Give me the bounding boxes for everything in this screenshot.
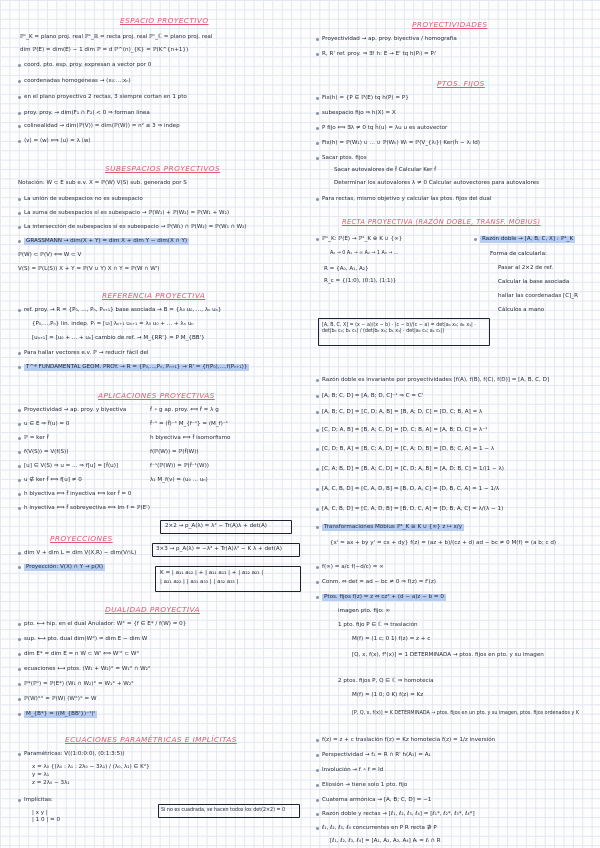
- note-line: f⁻¹(ℙ(W)) = ℙ(f̂⁻¹(W)): [150, 463, 209, 469]
- note-line: ℓ₁, ℓ₂, ℓ₃, ℓ₄ concurrentes en P R recta ∌ P: [322, 825, 437, 831]
- note-line: colinealidad → dim(ℙ(V)) = dim(ℙ(W)) = n² ≤ 3 ⇒ indep: [24, 123, 180, 129]
- note-line: f(V(S)) = V(f(S)): [24, 449, 69, 455]
- note-line: ℙ(W) ⊂ ℙ(V) ⟺ W ⊂ V: [18, 252, 82, 258]
- note-line: coord. pto. esp. proy. expresan a vector por 0: [24, 62, 152, 68]
- left-column: [10, 0, 300, 848]
- note-line: f(ℙ(W)) = ℙ(f̂(W)): [150, 449, 199, 455]
- note-line: imagen pto. fijo: ∞: [338, 608, 391, 614]
- note-line: Perspectividad → f₁ = R ∩ R' h(A₁) = A₁: [322, 752, 431, 758]
- note-line: u ∉ ker f̂ ⟺ f[u] ≠ 0: [24, 477, 82, 483]
- note-line: [A, B; C, D] = [A, B; D, C]⁻¹ ⇒ C = C': [322, 393, 424, 399]
- note-line: Para rectas, mismo objetivo y calcular las ptos. fijos del dual: [322, 196, 492, 202]
- note-line: Paramétricas: V((1:0:0:0), (0:1:3:5)): [24, 751, 125, 757]
- note-line: M(f) = (1 c; 0 1) f(z) = z + c: [352, 636, 431, 642]
- note-line: Notación: W ⊂ E sub e.v. X = ℙ(W) V(S) sub. generado por S: [18, 180, 187, 186]
- note-line: M(f) = (1 0; 0 K) f(z) = Kz: [352, 692, 424, 698]
- char-poly-2x2: 2×2 → p_A(λ) = λ² − Tr(A)λ + det(A): [165, 523, 267, 529]
- note-line: La unión de subespacios no es subespacio: [24, 196, 143, 202]
- note-line: [ℓ₁, ℓ₂, ℓ₃, ℓ₄] = [A₁, A₂, A₃, A₄] Aᵢ = ℓᵢ ∩ R: [330, 838, 441, 844]
- note-line: Calcular la base asociada: [498, 279, 570, 285]
- note-line: R = {A₀, A₁, A₂}: [324, 266, 369, 272]
- right-column: [312, 0, 600, 848]
- note-line: | x y | | 1 0 | = 0: [32, 810, 61, 823]
- note-line: ⟨v⟩ = ⟨w⟩ ⟺ ⟨u⟩ = λ ⟨w⟩: [24, 138, 91, 144]
- k-formula-row1: K = | a₁₁ a₁₂ | + | a₁₁ a₁₃ | + | a₂₂ a₂₃ |: [160, 570, 264, 576]
- note-line: en el plano proyectivo 2 rectas, 3 siempre cortan en 1 pto: [24, 94, 187, 100]
- note-line: subespacio fijo ⇒ h(X) = X: [322, 110, 396, 116]
- char-poly-3x3: 3×3 → p_A(λ) = −λ³ + Tr(A)λ² − K λ + det(A): [156, 546, 282, 552]
- note-line: pto. ⟷ hip. en el dual Anulador: W° = {f ∈ E* / f(W) = 0}: [24, 621, 187, 627]
- note-line: [A, C, B, D] = [C, A, D, B] = [B, D, A, C] = [D, B, C, A] = 1 − 1/λ: [322, 486, 500, 492]
- note-line: Proyectividad → ap. proy. biyectiva / homografía: [322, 36, 457, 42]
- note-line: z = 2λ₀ − 3λ₁: [32, 780, 70, 786]
- note-line: ℙ¹_K: ℙ(E) → ℙ¹_K ⊕ K ∪ {∞}: [322, 236, 403, 242]
- heading-dualidad: DUALIDAD PROYECTIVA: [105, 605, 200, 614]
- heading-referencia-proyectiva: REFERENCIA PROYECTIVA: [102, 291, 206, 300]
- note-line: f̂⁻¹ = (f̂)⁻¹ M_{f⁻¹} = (M_f)⁻¹: [150, 421, 229, 427]
- note-line: Determinar los autovalores λ ≠ 0 Calcular autovectores para autovalores: [334, 180, 540, 186]
- grassmann-formula: GRASSMANN → dim(X + Y) = dim X + dim Y − dim(X ∩ Y): [26, 238, 188, 244]
- note-line: Forma de calcularla:: [490, 251, 547, 257]
- note-line: Implícitas:: [24, 797, 53, 803]
- note-line: f̂ ∘ g ap. proy. ⟺ f̂ = λ g: [150, 407, 219, 413]
- note-line: La suma de subespacios sí es subespacio → ℙ(W₁) + ℙ(W₂) = ℙ(W₁ + W₂): [24, 210, 229, 216]
- note-line: dim E* = dim E = n W ⊂ W' ⟺ W'° ⊂ W°: [24, 651, 140, 657]
- note-line: [Q, x, f(x), f²(x)] = 1 DETERMINADA → ptos. fijos en pto. y su imagen: [352, 652, 544, 658]
- note-line: dim V + dim L = dim V(X,R) − dim(V∩L): [24, 550, 137, 556]
- note-line: [u] ∈ V(S) ⇒ u = ... ⇒ f[u] = [f̂(u)]: [24, 463, 119, 469]
- note-line: ℙ(W)°° = ℙ(W) (W°)° = W: [24, 696, 97, 702]
- note-line: f(z) = z + c traslación f(z) = Kz homotecia f(z) = 1/z inversión: [322, 737, 496, 743]
- note-line: Razón doble es invariante por proyectividades [f(A), f(B), f(C), f(D)] = [A, B, C, D]: [322, 377, 550, 383]
- heading-espacio-proyectivo: ESPACIO PROYECTIVO: [120, 16, 209, 25]
- note-line: λ₁ M_f(v) = (u₀ ... uₙ): [150, 477, 208, 483]
- note-line: Proyectividad → ap. proy. y biyectiva: [24, 407, 127, 413]
- heading-proyecciones: PROYECCIONES: [50, 534, 113, 543]
- heading-aplicaciones-proyectivas: APLICACIONES PROYECTIVAS: [98, 391, 215, 400]
- heading-ptos-fijos: PTOS. FIJOS: [437, 79, 485, 88]
- note-line: ℙ = ker f̂: [24, 435, 49, 441]
- note-line: u ∈ E ⇒ f̂(u) = 0: [24, 421, 70, 427]
- razon-doble-formula: [A, B, C, X] = (x − a)/(x − b) · (c − b)/(c − a) = det|a₀ x₀; a₁ x₁| · det|b₀ c₀; b₁ c₁| / (det|b₀ x₀; b₁ x₁| · det|a₀ c₀; a₁ c₁|): [322, 323, 476, 334]
- note-line: Eliosión → tiene solo 1 pto. fijo: [322, 782, 408, 788]
- note-line: f(∞) = a/c f(−d/c) = ∞: [322, 564, 384, 570]
- note-line: Cuaterna armónica → [A, B; C, D] = −1: [322, 797, 432, 803]
- proyeccion-line: Proyección: V(X) ∩ Y → p(X): [26, 564, 104, 570]
- note-line: Sacar autovalores de f̂ Calcular Ker f̂: [334, 167, 437, 173]
- note-line: [C, D; A, B] = [B, A; C, D] = [D, C; B, A] = [A, B; D, C] = λ⁻¹: [322, 427, 488, 433]
- note-line: ℙ*(ℙⁿ) = ℙ(E*) (W₁ ∩ W₂)° = W₁° + W₂°: [24, 681, 134, 687]
- note-line: Conm. ⇔ det = ad − bc ≠ 0 ⇒ f(z) = f'(z): [322, 579, 436, 585]
- note-line: Razón doble y rectas → [ℓ₁, ℓ₂, ℓ₃, ℓ₄] = [ℓ₁*, ℓ₂*, ℓ₃*, ℓ₄*]: [322, 811, 475, 817]
- note-line: Involución → f ∘ f = Id: [322, 767, 384, 773]
- note-line: La intersección de subespacios sí es subespacio → ℙ(W₁) ∩ ℙ(W₂) = ℙ(W₁ ∩ W₂): [24, 224, 247, 230]
- moebius-ptos-fijos: Ptos. fijos f(z) = z ⇔ cz² + (d − a)z − b = 0: [324, 594, 444, 600]
- note-line: ecuaciones ⟷ ptos. (W₁ + W₂)° = W₁° ∩ W₂°: [24, 666, 151, 672]
- note-line: [uₙ₊₁] = [u₀ + ... + uₙ] cambio de ref. → M_{RR'} = P M_{BB'}: [32, 335, 205, 341]
- heading-recta-proyectiva: RECTA PROYECTIVA (RAZÓN DOBLE, TRANSF. MÖBIUS): [342, 218, 541, 226]
- note-line: 1 pto. fijo P ∈ ℂ ⇒ traslación: [338, 622, 418, 628]
- note-line: y = λ₁: [32, 772, 50, 778]
- note-line: [C, D; B, A] = [B, C; A, D] = [C, A; D, B] = [D, B; C, A] = 1 − λ: [322, 446, 495, 452]
- note-line: Sacar ptos. fijos: [322, 155, 367, 161]
- heading-ecuaciones: ECUACIONES PARAMÉTRICAS E IMPLÍCITAS: [65, 735, 237, 744]
- note-line: {P₀,...,Pₙ} lin. indep. Pᵢ = [uᵢ] λₙ₊₁ uₙ₊₁ = λ₀ u₀ + ... + λₙ uₙ: [32, 321, 194, 327]
- note-line: h biyectiva ⟺ f̂ inyectiva ⟺ ker f̂ = 0: [24, 491, 132, 497]
- teorema-fundamental: T^ª FUNDAMENTAL GEOM. PROY. → R = {P₀,...,Pₙ, Pₙ₊₁} → R' = {f(P₀),...,f(Pₙ₊₁)}: [26, 364, 248, 370]
- note-line: Cálculos a mano: [498, 307, 545, 313]
- note-line: Pasar al 2×2 de ref.: [498, 265, 554, 271]
- note-line: V(S) = ℙ(L(S)) X + Y = ℙ(V ∪ Y) X ∩ Y = ℙ(W ∩ W'): [18, 266, 160, 272]
- heading-proyectividades: PROYECTIVIDADES: [412, 20, 488, 29]
- k-formula-row2: | a₂₁ a₂₂ | | a₃₁ a₃₃ | | a₃₂ a₃₃ |: [160, 579, 239, 585]
- note-line: x = λ₀ {(λ₀ : λ₁ : 2λ₀ − 3λ₁) / (λ₀, λ₁) ∈ K²}: [32, 764, 150, 770]
- razon-doble-def: Razón doble → [A, B, C, X] : ℙ¹_K: [482, 236, 574, 242]
- note-line: [A, B; C, D] = [C, D; A, B] = [B, A; D, C] = [D, C; B, A] = λ: [322, 409, 483, 415]
- note-line: {x' = ax + by y' = cx + dy} f(z) = (az + b)/(cz + d) ad − bc ≠ 0 M(f) = (a b; c d): [330, 540, 557, 546]
- note-line: R_c = {(1:0), (0:1), (1:1)}: [324, 278, 397, 284]
- note-line: proy. proy. → dim(F₁ ∩ F₂) < 0 ⇒ forman línea: [24, 110, 150, 116]
- dual-matrix: M_{B*} = ((M_{BB'})⁻¹)ᵗ: [26, 711, 96, 717]
- note-line: h biyectiva ⟺ f̂ isomorfismo: [150, 435, 231, 441]
- note-line: dim ℙ(E) = dim(E) − 1 dim ℙ = d ℙ^(n)_{K} = ℙ(K^{n+1}): [20, 47, 189, 53]
- moebius-heading: Transformaciones Möbius ℙ¹_K ≅ K ∪ {∞} z ↦ x/y: [324, 524, 463, 530]
- note-line: A₀ → 0 A₁ → ∞ A₂ → 1 A₃ → ...: [330, 251, 399, 256]
- note-line: Fix(h) = {P ∈ ℙ(E) tq h(P) = P}: [322, 95, 409, 101]
- note-line: coordenadas homogéneas → (x₀:...:xₙ): [24, 78, 131, 84]
- note-line: [A, C, B, D] = [C, A, D, B] = [B, D, C, A] = [D, B, A, C] = λ/(λ − 1): [322, 506, 504, 512]
- note-line: h inyectiva ⟺ f̂ sobreyectiva ⟺ Im f = ℙ(E'): [24, 505, 150, 511]
- note-line: hallar las coordenadas [C]_R: [498, 293, 578, 299]
- note-line: Si no es cuadrada, se hacen todos los det(2×2) = 0: [161, 808, 286, 813]
- note-line: sup. ⟷ pto. dual dim(W°) = dim E − dim W: [24, 636, 148, 642]
- note-line: Fix(h) = ℙ(W₁) ∪ ... ∪ ℙ(Wₖ) Wᵢ = ℙ(V_{λᵢ}) Ker(h̃ − λᵢ Id): [322, 140, 480, 146]
- note-line: P fijo ⟺ ∃λ ≠ 0 tq h̃(u) = λu u es autovector: [322, 125, 448, 131]
- heading-subespacios: SUBESPACIOS PROYECTIVOS: [105, 164, 221, 173]
- note-line: ℙⁿ_K = plano proj. real ℙ¹_ℝ = recta proj. real ℙⁿ_ℂ = plano proj. real: [20, 34, 213, 40]
- note-line: [P, Q, x, f(x)] = K DETERMINADA → ptos. fijos en un pto. y su imagen, ptos. fijos ordenados y K: [352, 711, 579, 716]
- note-line: Para hallar vectores e.v. ℙ → reducir fácil del: [24, 350, 149, 356]
- note-line: [C, A; B, D] = [B, A; C, D] = [C, D; A, B] = [A, D; B, C] = 1/(1 − λ): [322, 466, 504, 472]
- note-line: ref. proy. → R = {P₀, ..., Pₙ, Pₙ₊₁} base asociada → B = {λ₀ u₀, ..., λₙ uₙ}: [24, 307, 222, 313]
- note-line: R, R' ref. proy. ⇒ ∃! h: E → E' tq h(Pᵢ) = Pᵢ': [322, 51, 437, 57]
- note-line: 2 ptos. fijos P, Q ∈ ℂ ⇒ homotecia: [338, 678, 434, 684]
